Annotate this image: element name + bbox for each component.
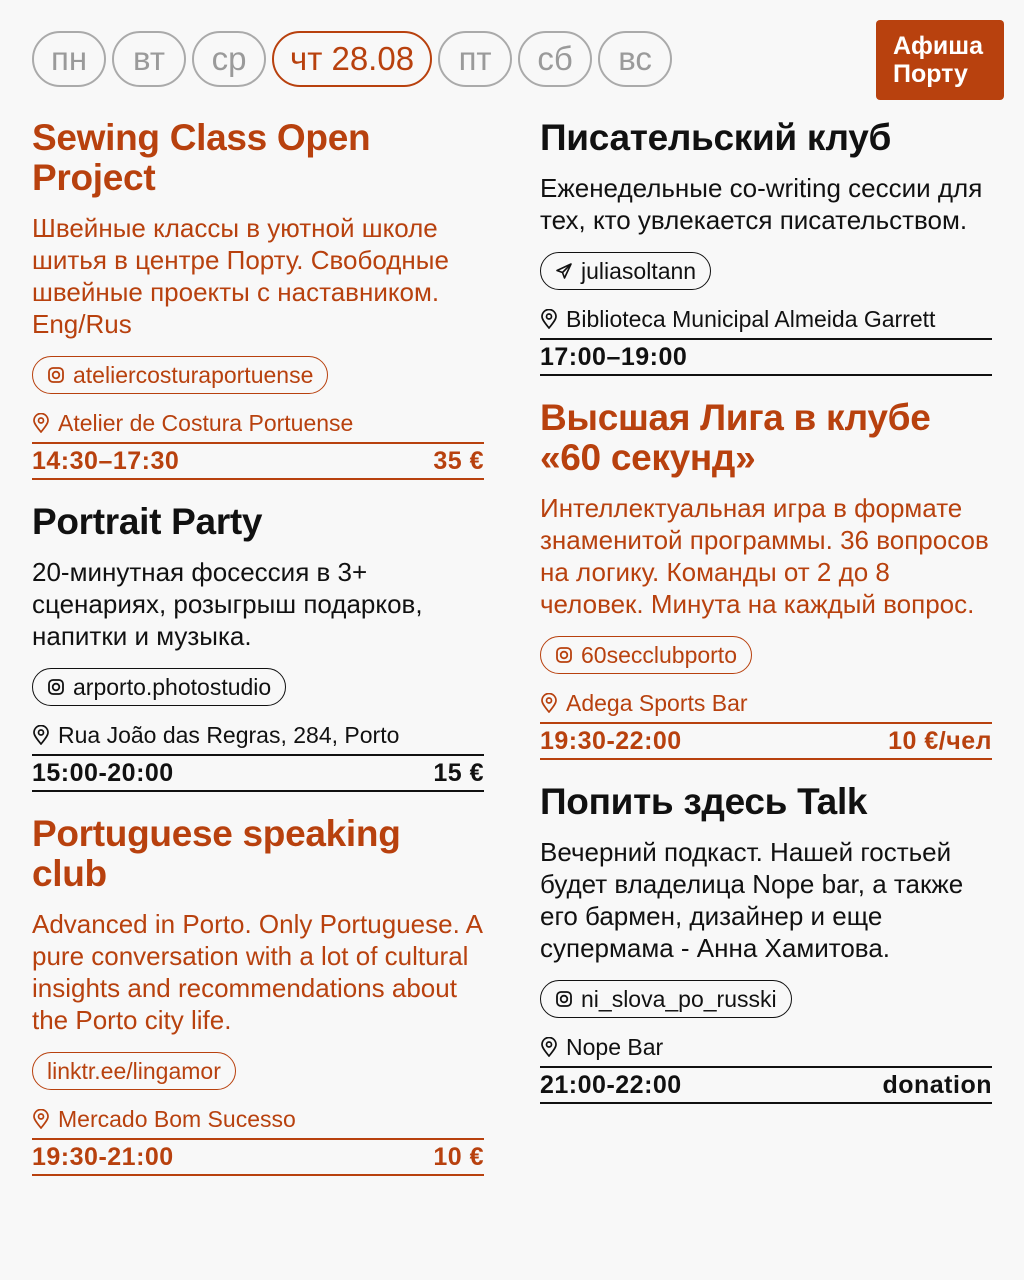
- brand-line-1: Афиша: [893, 32, 984, 60]
- location-text: Nope Bar: [566, 1034, 664, 1060]
- event-title: Portuguese speaking club: [32, 813, 401, 894]
- event-time-price: [540, 722, 992, 760]
- event-description: Вечерний подкаст. Нашей гостьей будет владелица Nope bar, а также его бармен, дизайнер и еще супермама - Анна Хамитова.: [540, 837, 964, 963]
- right-column: [540, 118, 992, 1126]
- event-social-link[interactable]: [32, 668, 286, 706]
- event-location: [540, 304, 992, 338]
- event-location: [32, 408, 484, 442]
- event-location: [32, 1104, 484, 1138]
- location-pin-icon: [32, 725, 50, 745]
- instagram-icon: [47, 366, 65, 384]
- event-social-link[interactable]: [540, 980, 792, 1018]
- location-text: Mercado Bom Sucesso: [58, 1106, 296, 1132]
- event-location: [32, 720, 484, 754]
- event-price: 35 €: [433, 446, 484, 475]
- tab-saturday[interactable]: сб: [518, 31, 592, 87]
- event-time-price: [32, 754, 484, 792]
- event-price: donation: [882, 1070, 992, 1099]
- event-location: [540, 688, 992, 722]
- event-time-price: [540, 338, 992, 376]
- location-pin-icon: [32, 413, 50, 433]
- event-time: 21:00-22:00: [540, 1070, 682, 1099]
- link-text: linktr.ee/lingamor: [47, 1057, 221, 1084]
- location-text: Rua João das Regras, 284, Porto: [58, 722, 400, 748]
- event-description: Интеллектуальная игра в формате знаменитой программы. 36 вопросов на логику. Команды от 2 до 8 человек. Минута на каждый вопрос.: [540, 493, 989, 619]
- event-time-price: [32, 1138, 484, 1176]
- event-time: 15:00-20:00: [32, 758, 174, 787]
- instagram-icon: [555, 646, 573, 664]
- tab-monday[interactable]: пн: [32, 31, 106, 87]
- brand-line-2: Порту: [893, 60, 968, 88]
- event-title: Sewing Class Open Project: [32, 117, 371, 198]
- location-text: Atelier de Costura Portuense: [58, 410, 354, 436]
- event-price: 10 €/чел: [888, 726, 992, 755]
- event-card: [32, 814, 484, 1176]
- tab-thursday-active[interactable]: чт 28.08: [272, 31, 432, 87]
- tab-sunday[interactable]: вс: [598, 31, 672, 87]
- tab-tuesday[interactable]: вт: [112, 31, 186, 87]
- event-social-link[interactable]: [540, 636, 752, 674]
- event-card: [540, 398, 992, 760]
- event-location: [540, 1032, 992, 1066]
- location-pin-icon: [540, 693, 558, 713]
- event-title: Portrait Party: [32, 501, 263, 542]
- event-time: 19:30-22:00: [540, 726, 682, 755]
- tab-friday[interactable]: пт: [438, 31, 512, 87]
- event-social-link[interactable]: [32, 356, 328, 394]
- event-description: Advanced in Porto. Only Portuguese. A pure conversation with a lot of cultural insights and recommendations about the Porto city life.: [32, 909, 482, 1035]
- event-card: [540, 118, 992, 376]
- event-card: [32, 118, 484, 480]
- tab-wednesday[interactable]: ср: [192, 31, 266, 87]
- left-column: [32, 118, 484, 1198]
- brand-logo: [876, 20, 1004, 100]
- event-time-price: [540, 1066, 992, 1104]
- event-time-price: [32, 442, 484, 480]
- event-social-link[interactable]: [540, 252, 711, 290]
- event-title: Попить здесь Talk: [540, 781, 868, 822]
- event-time: 14:30–17:30: [32, 446, 180, 475]
- event-title: Высшая Лига в клубе «60 секунд»: [540, 397, 931, 478]
- location-pin-icon: [540, 1037, 558, 1057]
- location-text: Adega Sports Bar: [566, 690, 748, 716]
- event-price: 15 €: [433, 758, 484, 787]
- event-time: 17:00–19:00: [540, 342, 688, 371]
- social-handle: ateliercosturaportuense: [73, 361, 314, 388]
- day-tabs: [32, 31, 672, 87]
- social-handle: juliasoltann: [581, 257, 697, 284]
- location-text: Biblioteca Municipal Almeida Garrett: [566, 306, 936, 332]
- location-pin-icon: [32, 1109, 50, 1129]
- telegram-icon: [555, 262, 573, 280]
- event-card: [32, 502, 484, 792]
- event-description: Швейные классы в уютной школе шитья в центре Порту. Свободные швейные проекты с наставником. Eng/Rus: [32, 213, 449, 339]
- event-price: 10 €: [433, 1142, 484, 1171]
- event-card: [540, 782, 992, 1104]
- social-handle: arporto.photostudio: [73, 673, 272, 700]
- instagram-icon: [47, 678, 65, 696]
- event-description: Еженедельные co-writing сессии для тех, кто увлекается писательством.: [540, 173, 983, 235]
- social-handle: 60secclubporto: [581, 641, 737, 668]
- event-social-link[interactable]: [32, 1052, 236, 1090]
- location-pin-icon: [540, 309, 558, 329]
- instagram-icon: [555, 990, 573, 1008]
- event-time: 19:30-21:00: [32, 1142, 174, 1171]
- event-title: Писательский клуб: [540, 117, 892, 158]
- event-description: 20-минутная фосессия в 3+ сценариях, розыгрыш подарков, напитки и музыка.: [32, 557, 423, 651]
- social-handle: ni_slova_po_russki: [581, 985, 777, 1012]
